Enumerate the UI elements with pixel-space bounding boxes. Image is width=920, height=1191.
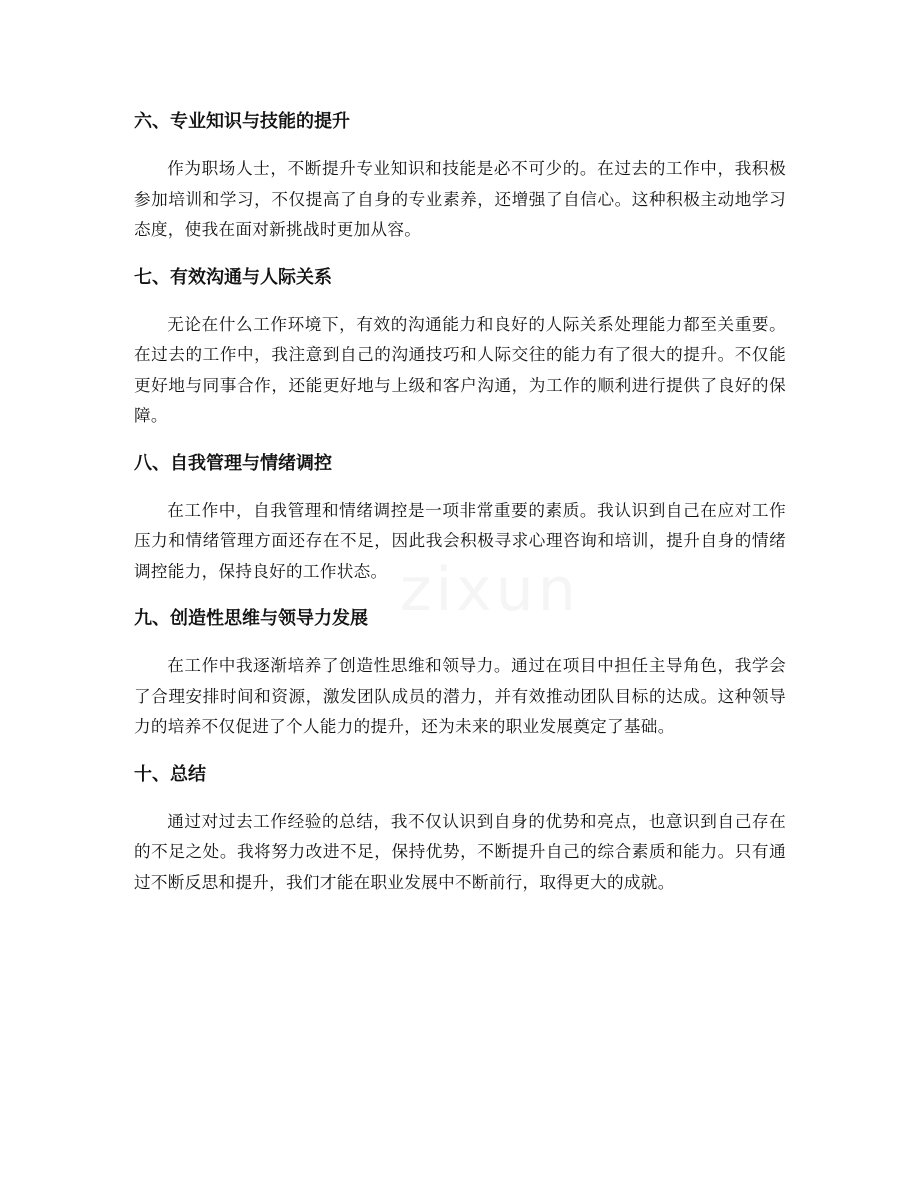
section-title: 十、总结 [134, 763, 206, 785]
section-title: 九、创造性思维与领导力发展 [134, 608, 368, 629]
section-paragraph: 通过对过去工作经验的总结，我不仅认识到自身的优势和亮点，也意识到自己存在的不足之处。我将努力改进不足，保持优势，不断提升自己的综合素质和能力。只有通过不断反思和提升，我们才能在职业发展中不断前行，取得更大的成就。 [134, 811, 786, 892]
section-paragraph: 无论在什么工作环境下，有效的沟通能力和良好的人际关系处理能力都至关重要。在过去的工作中，我注意到自己的沟通技巧和人际交往的能力有了很大的提升。不仅能更好地与同事合作，还能更好地与上级和客户沟通，为工作的顺利进行提供了良好的保障。 [134, 314, 786, 425]
document-content [134, 104, 786, 912]
section-paragraph: 作为职场人士，不断提升专业知识和技能是必不可少的。在过去的工作中，我积极参加培训和学习，不仅提高了自身的专业素养，还增强了自信心。这种积极主动地学习态度，使我在面对新挑战时更加从容。 [134, 159, 786, 239]
section-6 [134, 104, 786, 246]
section-7 [134, 260, 786, 432]
section-paragraph: 在工作中我逐渐培养了创造性思维和领导力。通过在项目中担任主导角色，我学会了合理安排时间和资源，激发团队成员的潜力，并有效推动团队目标的达成。这种领导力的培养不仅促进了个人能力的提升，还为未来的职业发展奠定了基础。 [134, 656, 786, 736]
section-title: 六、专业知识与技能的提升 [134, 111, 350, 132]
section-10 [134, 757, 786, 899]
watermark: zixun [400, 555, 580, 625]
section-title: 七、有效沟通与人际关系 [134, 266, 332, 288]
section-9 [134, 601, 786, 743]
section-paragraph: 在工作中，自我管理和情绪调控是一项非常重要的素质。我认识到自己在应对工作压力和情绪管理方面还存在不足，因此我会积极寻求心理咨询和培训，提升自身的情绪调控能力，保持良好的工作状态。 [134, 500, 786, 581]
section-8 [134, 446, 786, 588]
section-title: 八、自我管理与情绪调控 [134, 452, 332, 474]
